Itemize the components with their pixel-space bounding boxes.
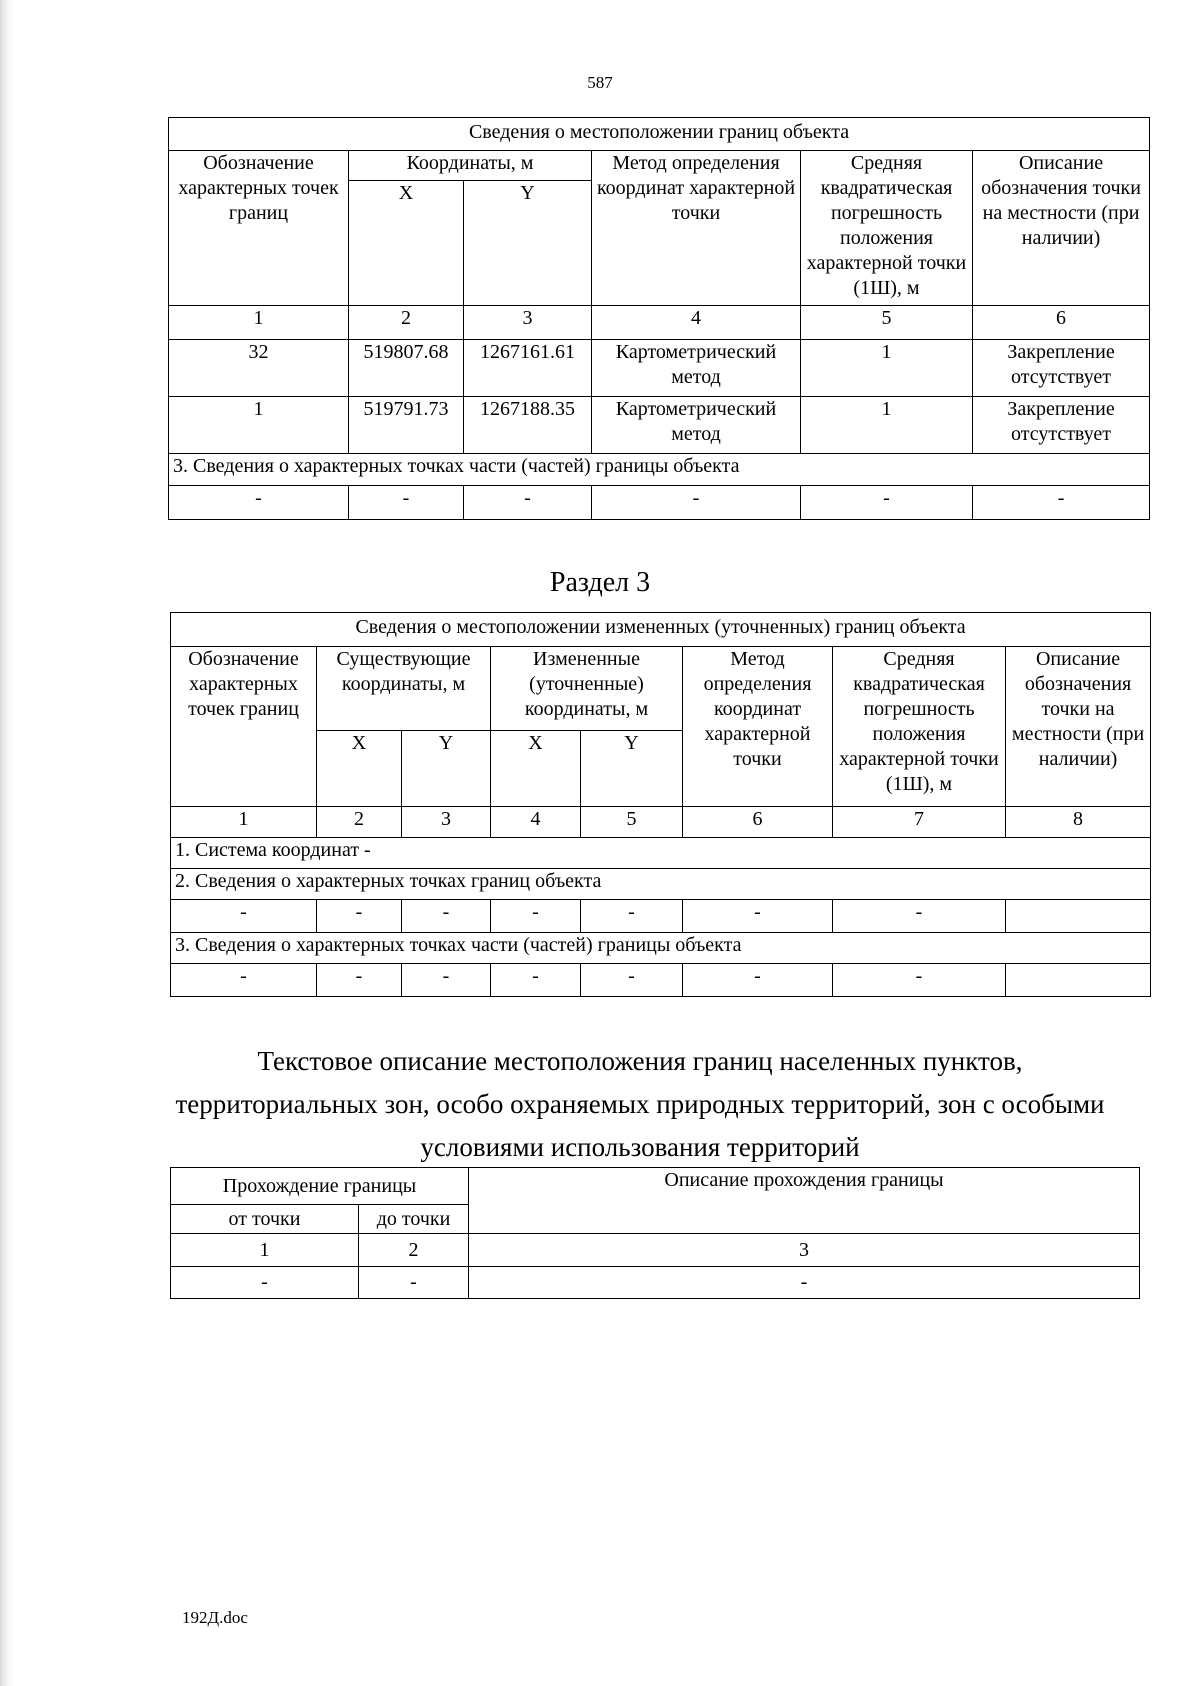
header-error: Средняя квадратическая погрешность положения характерной точки (1Ш), м (833, 647, 1006, 807)
col-number: 3 (402, 807, 491, 838)
cell-x: 519807.68 (349, 340, 464, 397)
empty-cell: - (317, 964, 402, 997)
header-x: X (349, 181, 464, 306)
col-number: 3 (469, 1234, 1140, 1267)
col-number: 2 (317, 807, 402, 838)
footer-filename: 192Д.doc (182, 1608, 248, 1627)
col-number: 3 (464, 306, 592, 340)
empty-cell (1006, 964, 1151, 997)
empty-cell: - (592, 486, 801, 520)
empty-cell: - (973, 486, 1150, 520)
empty-cell: - (349, 486, 464, 520)
scan-edge (0, 0, 14, 1686)
coordinate-system-label: 1. Система координат - (171, 838, 1151, 869)
cell-method: Картометрический метод (592, 340, 801, 397)
empty-cell: - (491, 964, 581, 997)
empty-cell: - (169, 486, 349, 520)
col-number: 2 (359, 1234, 469, 1267)
changed-boundaries-table (170, 612, 1151, 997)
col-number: 4 (592, 306, 801, 340)
col-number: 5 (801, 306, 973, 340)
header-to: до точки (359, 1205, 469, 1234)
header-passage: Прохождение границы (171, 1168, 469, 1205)
empty-cell: - (469, 1267, 1140, 1299)
empty-cell (1006, 900, 1151, 933)
header-error: Средняя квадратическая погрешность положения характерной точки (1Ш), м (801, 151, 973, 306)
empty-cell: - (801, 486, 973, 520)
boundary-passage-table (170, 1167, 1140, 1299)
header-x: X (317, 731, 402, 807)
col-number: 2 (349, 306, 464, 340)
table-title: Сведения о местоположении измененных (уточненных) границ объекта (171, 613, 1151, 647)
cell-error: 1 (801, 340, 973, 397)
col-number: 4 (491, 807, 581, 838)
cell-y: 1267188.35 (464, 397, 592, 454)
header-description: Описание прохождения границы (469, 1168, 1140, 1234)
page-number: 587 (587, 73, 613, 92)
col-number: 1 (171, 1234, 359, 1267)
header-method: Метод определения координат характерной точки (592, 151, 801, 306)
header-y: Y (581, 731, 683, 807)
header-coords: Координаты, м (349, 151, 592, 181)
empty-cell: - (833, 964, 1006, 997)
header-from: от точки (171, 1205, 359, 1234)
header-x: X (491, 731, 581, 807)
cell-error: 1 (801, 397, 973, 454)
text-description-heading: Текстовое описание местоположения границ населенных пунктов, территориальных зон, особо охраняемых природных территорий, зон с особыми условиями использования территорий (175, 1046, 1105, 1162)
boundary-points-label: 2. Сведения о характерных точках границ объекта (171, 869, 1151, 900)
empty-cell: - (402, 900, 491, 933)
empty-cell: - (491, 900, 581, 933)
empty-cell: - (464, 486, 592, 520)
cell-x: 519791.73 (349, 397, 464, 454)
col-number: 1 (171, 807, 317, 838)
empty-cell: - (833, 900, 1006, 933)
cell-description: Закрепление отсутствует (973, 340, 1150, 397)
col-number: 6 (973, 306, 1150, 340)
section3-label: 3. Сведения о характерных точках части (частей) границы объекта (171, 933, 1151, 964)
empty-cell: - (317, 900, 402, 933)
cell-y: 1267161.61 (464, 340, 592, 397)
cell-point: 32 (169, 340, 349, 397)
col-number: 6 (683, 807, 833, 838)
empty-cell: - (581, 900, 683, 933)
header-description: Описание обозначения точки на местности (при наличии) (1006, 647, 1151, 807)
table-title: Сведения о местоположении границ объекта (169, 118, 1150, 151)
empty-cell: - (683, 900, 833, 933)
cell-method: Картометрический метод (592, 397, 801, 454)
empty-cell: - (402, 964, 491, 997)
header-y: Y (402, 731, 491, 807)
header-y: Y (464, 181, 592, 306)
col-number: 1 (169, 306, 349, 340)
boundaries-table (168, 117, 1150, 520)
section3-label: 3. Сведения о характерных точках части (частей) границы объекта (169, 454, 1150, 486)
col-number: 5 (581, 807, 683, 838)
empty-cell: - (581, 964, 683, 997)
header-method: Метод определения координат характерной точки (683, 647, 833, 807)
header-existing: Существующие координаты, м (317, 647, 491, 731)
empty-cell: - (171, 1267, 359, 1299)
empty-cell: - (171, 964, 317, 997)
col-number: 7 (833, 807, 1006, 838)
header-changed: Измененные (уточненные) координаты, м (491, 647, 683, 731)
empty-cell: - (171, 900, 317, 933)
header-point: Обозначение характерных точек границ (169, 151, 349, 306)
header-point: Обозначение характерных точек границ (171, 647, 317, 807)
col-number: 8 (1006, 807, 1151, 838)
empty-cell: - (359, 1267, 469, 1299)
empty-cell: - (683, 964, 833, 997)
section-title: Раздел 3 (549, 567, 651, 598)
cell-description: Закрепление отсутствует (973, 397, 1150, 454)
header-description: Описание обозначения точки на местности (при наличии) (973, 151, 1150, 306)
cell-point: 1 (169, 397, 349, 454)
